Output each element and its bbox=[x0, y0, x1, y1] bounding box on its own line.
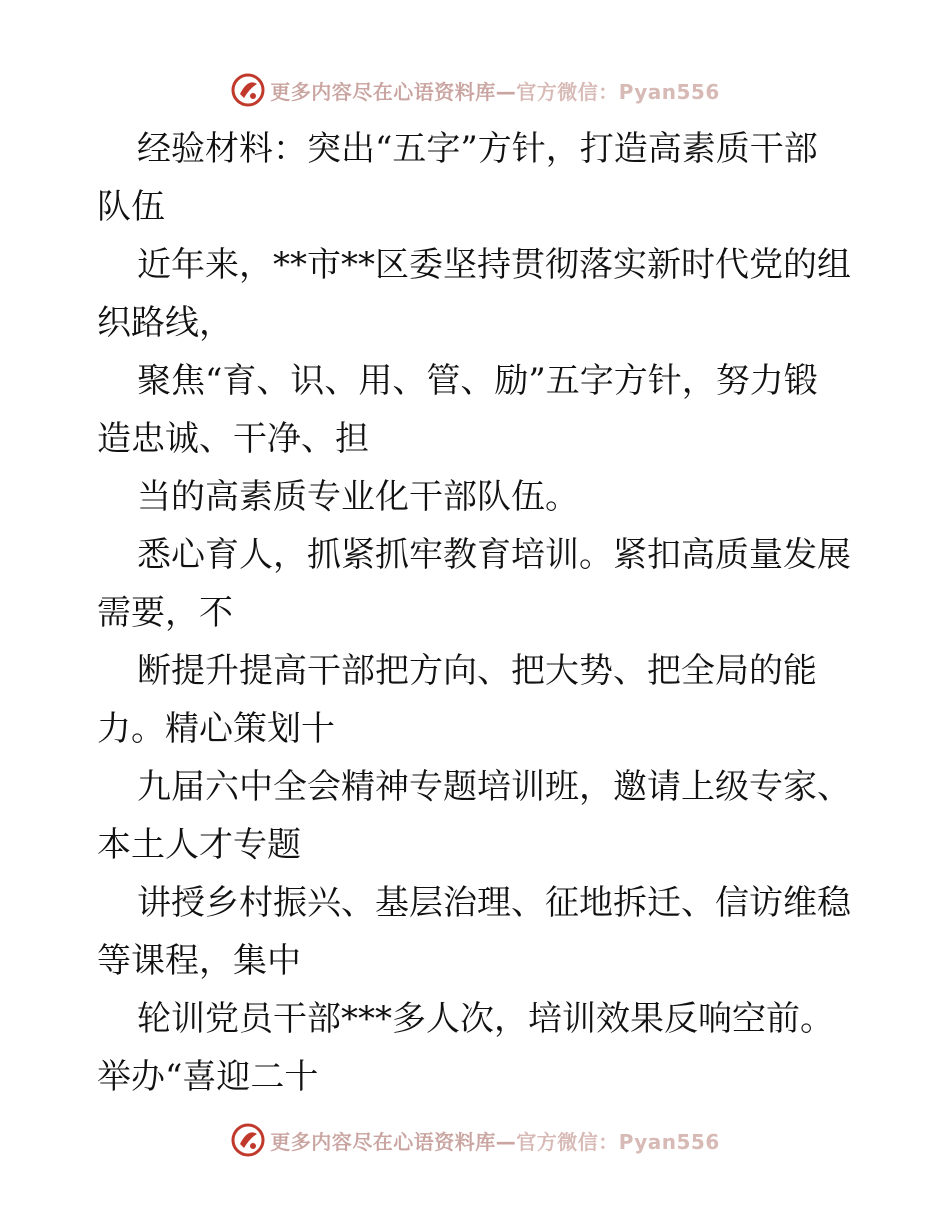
paragraph-line: 举办“喜迎二十 bbox=[97, 1057, 319, 1097]
paragraph-line: 悉心育人，抓紧抓牢教育培训。紧扣高质量发展 bbox=[137, 535, 851, 575]
paragraph-line: 讲授乡村振兴、基层治理、征地拆迁、信访维稳 bbox=[137, 883, 851, 923]
watermark-wechat: 官方微信：Pyan556 bbox=[516, 1129, 720, 1154]
watermark-wechat: 官方微信：Pyan556 bbox=[516, 79, 720, 104]
title-line-2: 队伍 bbox=[97, 187, 165, 227]
paragraph-line: 力。精心策划十 bbox=[97, 709, 335, 749]
title-line-1: 经验材料：突出“五字”方针，打造高素质干部 bbox=[137, 129, 818, 169]
logo-icon bbox=[230, 1122, 266, 1158]
paragraph-line: 造忠诚、干净、担 bbox=[97, 419, 369, 459]
document-body bbox=[97, 120, 857, 1106]
paragraph-line: 织路线， bbox=[97, 303, 233, 343]
paragraph-line: 近年来，**市**区委坚持贯彻落实新时代党的组 bbox=[137, 245, 851, 285]
header-watermark bbox=[0, 70, 950, 110]
watermark-separator: — bbox=[495, 1129, 517, 1154]
paragraph-line: 本土人才专题 bbox=[97, 825, 301, 865]
watermark-separator: — bbox=[495, 79, 517, 104]
watermark-brand: 更多内容尽在心语资料库 bbox=[270, 1129, 496, 1154]
footer-watermark bbox=[0, 1120, 950, 1160]
watermark-brand: 更多内容尽在心语资料库 bbox=[270, 79, 496, 104]
watermark-text bbox=[270, 1126, 720, 1155]
logo-icon bbox=[230, 72, 266, 108]
paragraph-line: 轮训党员干部***多人次，培训效果反响空前。 bbox=[137, 999, 834, 1039]
paragraph-line: 需要，不 bbox=[97, 593, 233, 633]
paragraph-line: 断提升提高干部把方向、把大势、把全局的能 bbox=[137, 651, 817, 691]
paragraph-line: 九届六中全会精神专题培训班，邀请上级专家、 bbox=[137, 767, 851, 807]
paragraph-line: 聚焦“育、识、用、管、励”五字方针，努力锻 bbox=[137, 361, 818, 401]
paragraph-line: 等课程，集中 bbox=[97, 941, 301, 981]
watermark-text bbox=[270, 76, 720, 105]
paragraph-line: 当的高素质专业化干部队伍。 bbox=[137, 477, 579, 517]
